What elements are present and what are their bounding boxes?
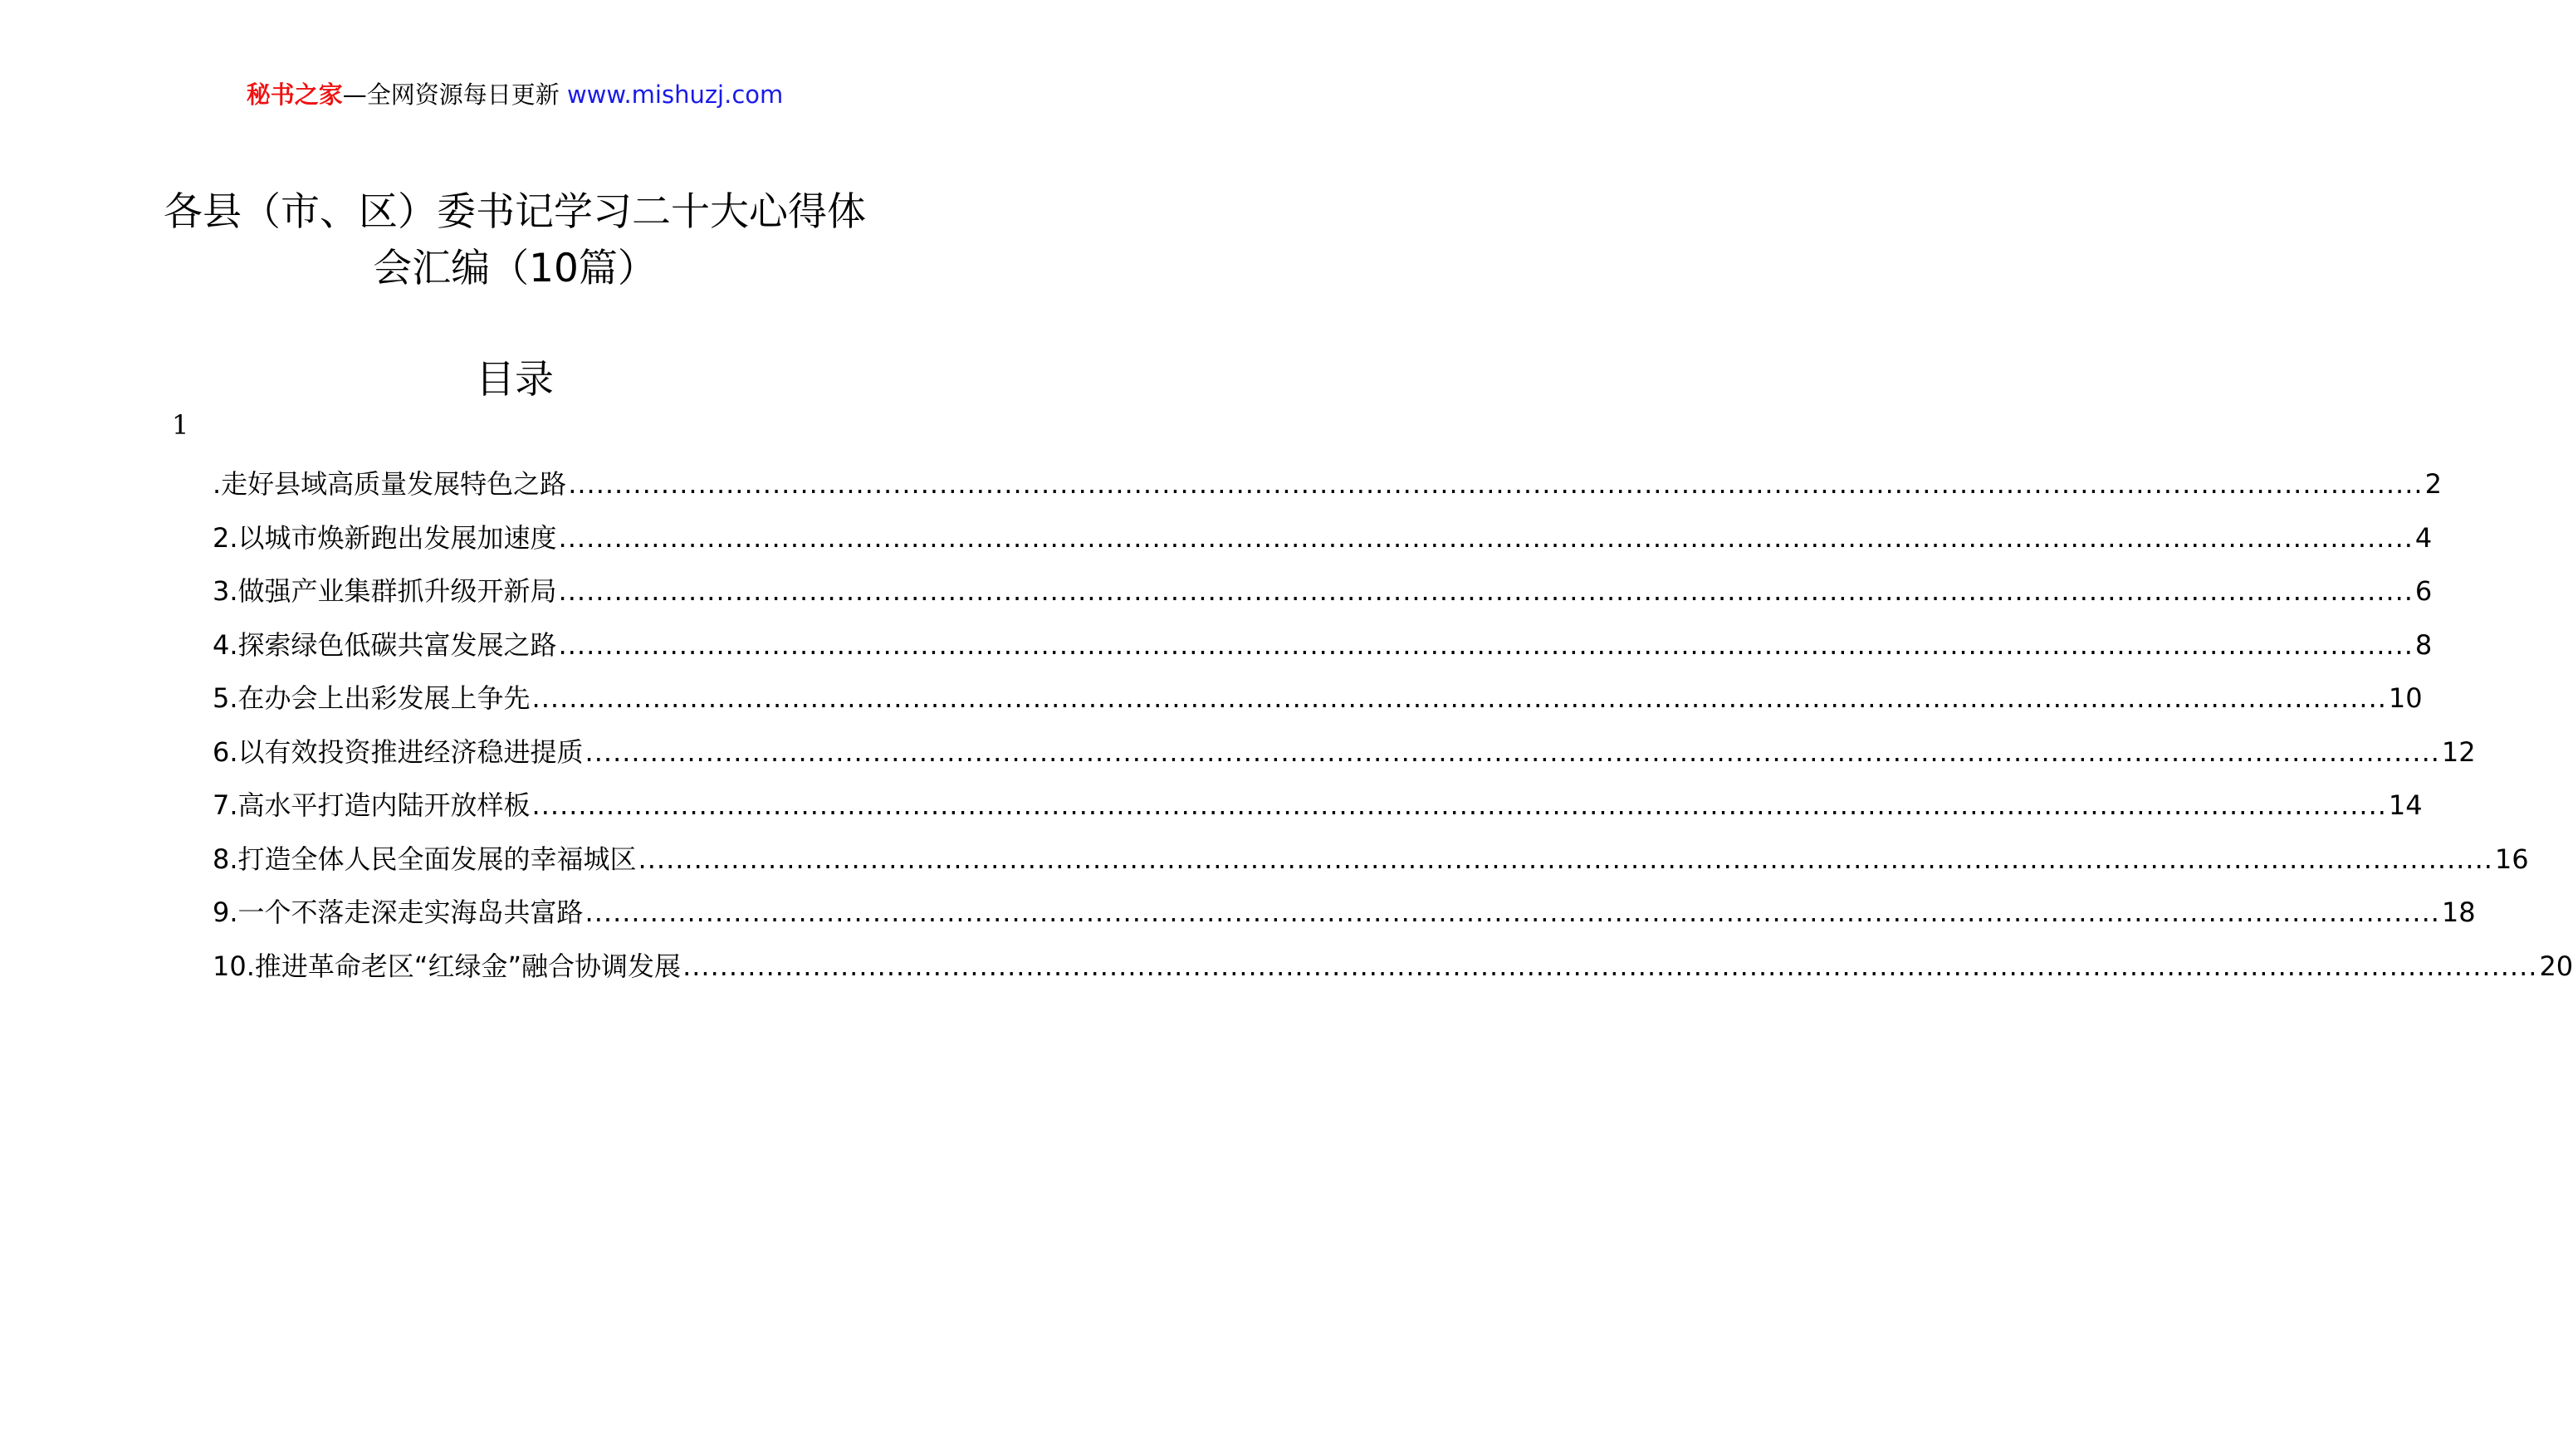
toc-entry-page: 8 xyxy=(2414,628,2433,661)
toc-dot-leader: ........................................................................................................................................................................................................ xyxy=(682,950,2538,982)
toc-dot-leader: ........................................................................................................................................................................................................ xyxy=(585,897,2440,928)
toc-entry-page: 2 xyxy=(2424,468,2442,500)
toc-entry-title: .走好县域高质量发展特色之路 xyxy=(213,468,567,500)
toc-dot-leader: ........................................................................................................................................................................................................ xyxy=(585,735,2440,768)
document-title-line-2: 会汇编（10篇） xyxy=(373,246,657,291)
toc-entry-title: 9.一个不落走深走实海岛共富路 xyxy=(213,897,584,928)
document-title xyxy=(0,184,1030,297)
toc-dot-leader: ........................................................................................................................................................................................................ xyxy=(531,789,2387,821)
toc-dot-leader: ........................................................................................................................................................................................................ xyxy=(638,843,2493,875)
toc-dot-leader: ........................................................................................................................................................................................................ xyxy=(568,468,2424,500)
site-url-link[interactable]: www.mishuzj.com xyxy=(566,81,784,109)
toc-entry-page: 10 xyxy=(2388,682,2423,714)
toc-entry[interactable] xyxy=(213,838,2529,892)
toc-entry-page: 14 xyxy=(2388,789,2423,821)
toc-entry-page: 12 xyxy=(2441,735,2476,768)
toc-entry-page: 18 xyxy=(2441,897,2476,928)
toc-entry-title: 10.推进革命老区“红绿金”融合协调发展 xyxy=(213,950,682,982)
toc-entry-page: 6 xyxy=(2414,575,2433,607)
toc-dot-leader: ........................................................................................................................................................................................................ xyxy=(558,628,2414,661)
site-slogan: —全网资源每日更新 xyxy=(342,81,567,109)
toc-entry[interactable] xyxy=(213,624,2433,678)
table-of-contents xyxy=(213,463,2573,999)
toc-entry[interactable] xyxy=(213,945,2573,999)
toc-dot-leader: ........................................................................................................................................................................................................ xyxy=(531,682,2387,714)
toc-entry[interactable] xyxy=(213,517,2433,571)
toc-entry-title: 4.探索绿色低碳共富发展之路 xyxy=(213,628,557,661)
toc-entry[interactable] xyxy=(213,892,2476,945)
toc-entry-title: 6.以有效投资推进经济稳进提质 xyxy=(213,735,584,768)
stray-list-number: 1 xyxy=(172,409,189,441)
site-header xyxy=(0,76,1030,110)
toc-entry-page: 16 xyxy=(2494,843,2529,875)
toc-dot-leader: ........................................................................................................................................................................................................ xyxy=(558,575,2414,607)
toc-entry-title: 5.在办会上出彩发展上争先 xyxy=(213,682,531,714)
toc-entry[interactable] xyxy=(213,784,2423,838)
toc-entry-title: 8.打造全体人民全面发展的幸福城区 xyxy=(213,843,637,875)
toc-entry[interactable] xyxy=(213,570,2433,624)
toc-dot-leader: ........................................................................................................................................................................................................ xyxy=(558,521,2414,554)
toc-entry[interactable] xyxy=(213,463,2442,517)
brand-name: 秘书之家 xyxy=(246,81,343,109)
toc-entry-page: 20 xyxy=(2539,950,2573,982)
toc-entry[interactable] xyxy=(213,731,2476,785)
toc-entry-title: 3.做强产业集群抓升级开新局 xyxy=(213,575,557,607)
toc-entry-title: 2.以城市焕新跑出发展加速度 xyxy=(213,521,557,554)
toc-entry[interactable] xyxy=(213,677,2423,731)
toc-heading: 目录 xyxy=(476,357,554,403)
toc-entry-page: 4 xyxy=(2414,521,2433,554)
document-title-line-1: 各县（市、区）委书记学习二十大心得体 xyxy=(164,189,866,235)
toc-entry-title: 7.高水平打造内陆开放样板 xyxy=(213,789,531,821)
